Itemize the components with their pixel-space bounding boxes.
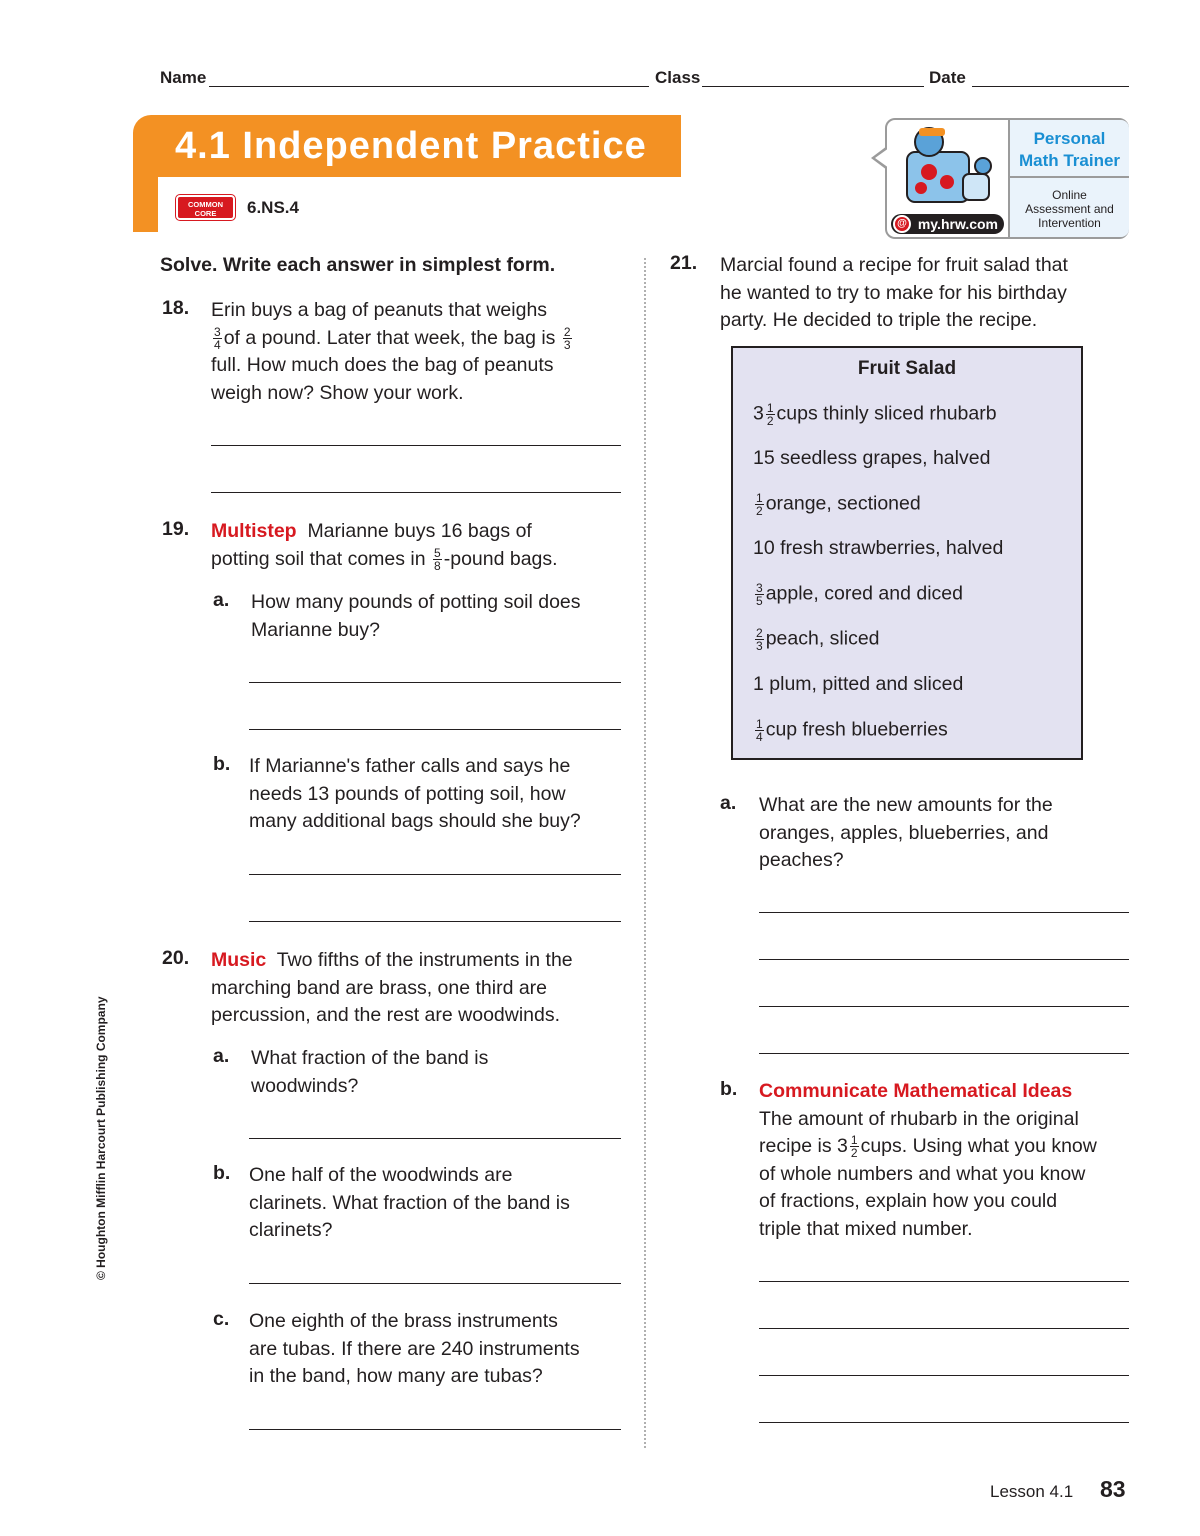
name-line[interactable] xyxy=(209,86,649,87)
q20c-text: One eighth of the brass instruments are tubas. If there are 240 instruments in the band, how many are tubas? xyxy=(249,1310,580,1387)
q21a-answer-line-1[interactable] xyxy=(759,912,1129,913)
q21-number: 21. xyxy=(670,252,698,274)
q20a-text: What fraction of the band is woodwinds? xyxy=(251,1047,489,1097)
column-divider xyxy=(644,258,646,1448)
q20-text: Music Two fifths of the instruments in the marching band are brass, one third are percussion, and the rest are woodwinds. xyxy=(211,949,573,1026)
fruit-salad-recipe-box xyxy=(731,346,1083,760)
q18-answer-line-2[interactable] xyxy=(211,492,621,493)
q19a-label: a. xyxy=(213,589,230,611)
recipe-item: 15 seedless grapes, halved xyxy=(753,447,991,469)
math-trainer-robot-icon xyxy=(889,122,1007,214)
q18-text: Erin buys a bag of peanuts that weighs $\frac{3}{4}$ of a pound. Later that week, the bag is $\frac{2}{3}$ full. How much does the bag of peanuts weigh now? Show your work. xyxy=(211,299,571,404)
q21b-label: b. xyxy=(720,1078,738,1100)
personal-math-trainer-box[interactable]: @ my.hrw.com Personal Math Trainer Online Assessment and Intervention xyxy=(885,118,1129,239)
q21b-answer-line-3[interactable] xyxy=(759,1375,1129,1376)
q19b-answer-line-1[interactable] xyxy=(249,874,621,875)
class-label: Class xyxy=(655,68,701,87)
q20b-answer-line[interactable] xyxy=(249,1283,621,1284)
q20c-answer-line[interactable] xyxy=(249,1429,621,1430)
q21a-text: What are the new amounts for the oranges, apples, blueberries, and peaches? xyxy=(759,794,1053,871)
q21b-answer-line-4[interactable] xyxy=(759,1422,1129,1423)
q21b-text: Communicate Mathematical Ideas The amount of rhubarb in the original recipe is 3 $\frac{1}{2}$ cups. Using what you know of whole numbers and what you know of fractions, explain how you could triple that mixed number. xyxy=(759,1080,1097,1240)
title-banner xyxy=(133,115,681,177)
q18-answer-line-1[interactable] xyxy=(211,445,621,446)
q21b-answer-line-2[interactable] xyxy=(759,1328,1129,1329)
class-line[interactable] xyxy=(702,86,924,87)
q19b-text: If Marianne's father calls and says he needs 13 pounds of potting soil, how many additional bags should she buy? xyxy=(249,755,581,832)
hrw-link[interactable]: @ my.hrw.com xyxy=(891,214,1004,234)
q21a-answer-line-2[interactable] xyxy=(759,959,1129,960)
lesson-label: Lesson 4.1 xyxy=(990,1482,1074,1501)
q19-text: Multistep Marianne buys 16 bags of potting soil that comes in $\frac{5}{8}$ -pound bags. xyxy=(211,520,558,573)
recipe-item: $\frac{1}{2}$ orange, sectioned xyxy=(756,491,921,518)
common-core-badge: COMMON CORE xyxy=(176,195,235,220)
q20b-text: One half of the woodwinds are clarinets. What fraction of the band is clarinets? xyxy=(249,1164,570,1241)
q18-number: 18. xyxy=(162,297,190,319)
q19a-text: How many pounds of potting soil does Marianne buy? xyxy=(251,591,581,641)
q19-number: 19. xyxy=(162,518,190,540)
recipe-item: $\frac{2}{3}$ peach, sliced xyxy=(756,626,880,653)
instructions: Solve. Write each answer in simplest form. xyxy=(160,254,556,276)
recipe-item: 3 $\frac{1}{2}$ cups thinly sliced rhubarb xyxy=(753,401,997,428)
date-line[interactable] xyxy=(972,86,1129,87)
q21a-label: a. xyxy=(720,792,737,814)
q20a-answer-line[interactable] xyxy=(249,1138,621,1139)
name-label: Name xyxy=(160,68,207,87)
recipe-item: 1 plum, pitted and sliced xyxy=(753,673,964,695)
recipe-title: Fruit Salad xyxy=(857,358,957,379)
q21b-answer-line-1[interactable] xyxy=(759,1281,1129,1282)
q20b-label: b. xyxy=(213,1162,231,1184)
copyright-notice: © Houghton Mifflin Harcourt Publishing Company xyxy=(94,996,108,1280)
page-number: 83 xyxy=(1100,1476,1126,1502)
q20-number: 20. xyxy=(162,947,190,969)
standard-code: 6.NS.4 xyxy=(247,198,299,217)
page-title: 4.1 Independent Practice xyxy=(175,125,647,167)
q21-text: Marcial found a recipe for fruit salad that he wanted to try to make for his birthday party. He decided to triple the recipe. xyxy=(720,254,1068,331)
q19a-answer-line-1[interactable] xyxy=(249,682,621,683)
date-label: Date xyxy=(929,68,966,87)
recipe-item: $\frac{3}{5}$ apple, cored and diced xyxy=(756,581,964,608)
recipe-item: $\frac{1}{4}$ cup fresh blueberries xyxy=(756,717,948,744)
q21a-answer-line-3[interactable] xyxy=(759,1006,1129,1007)
q20a-label: a. xyxy=(213,1045,230,1067)
q19b-label: b. xyxy=(213,753,231,775)
q19b-answer-line-2[interactable] xyxy=(249,921,621,922)
recipe-item: 10 fresh strawberries, halved xyxy=(753,537,1004,559)
q19a-answer-line-2[interactable] xyxy=(249,729,621,730)
q21a-answer-line-4[interactable] xyxy=(759,1053,1129,1054)
q20c-label: c. xyxy=(213,1308,230,1330)
